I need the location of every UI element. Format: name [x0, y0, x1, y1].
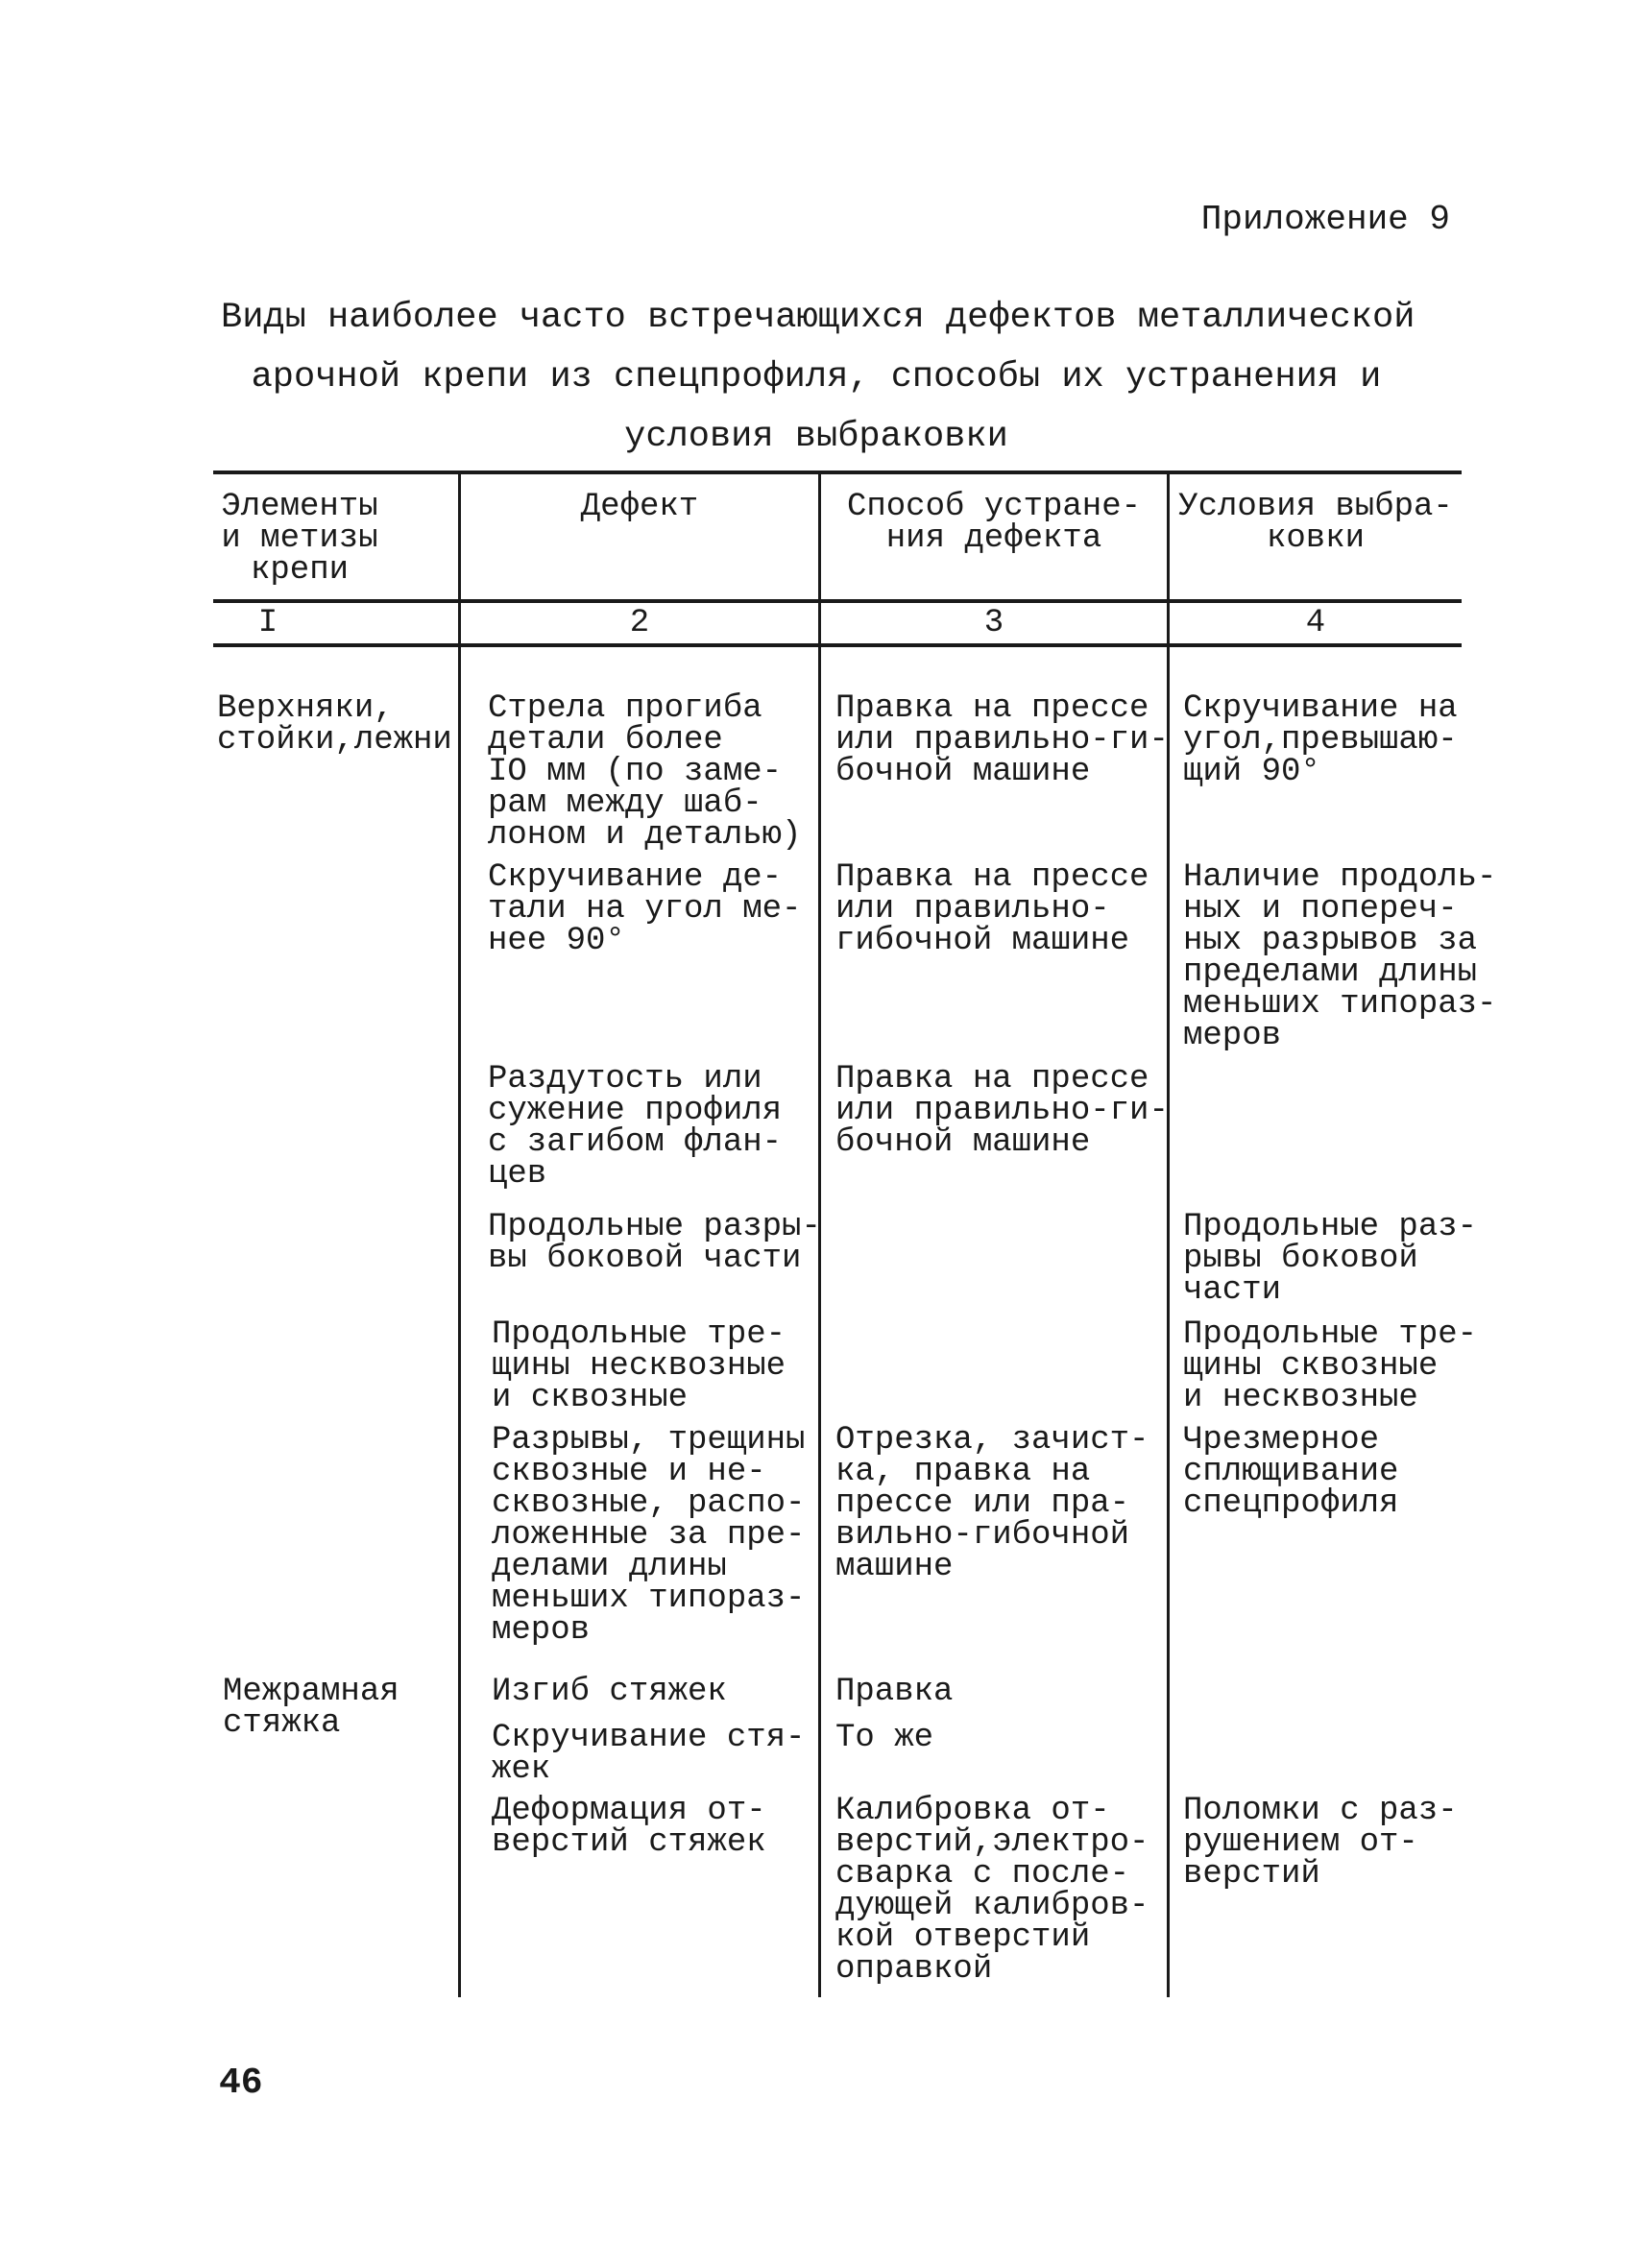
condition-1: Скручивание на угол,превышаю- щий 90°: [1183, 690, 1458, 790]
method-1: Правка на прессе или правильно-ги- бочной машине: [835, 690, 1169, 790]
page-number: 46: [219, 2063, 263, 2104]
element-beams: Верхняки, стойки,лежни: [217, 690, 452, 759]
title-line-2: арочной крепи из спецпрофиля, способы их устранения и: [251, 357, 1382, 398]
column-number-4: 4: [1305, 605, 1326, 641]
method-2: Правка на прессе или правильно- гибочной машине: [835, 859, 1149, 959]
method-6: Отрезка, зачист- ка, правка на прессе или пра- вильно-гибочной машине: [835, 1422, 1149, 1585]
defects-table: [213, 470, 1497, 1997]
method-9: Калибровка от- верстий,электро- сварка с после- дующей калибров- кой отверстий оправкой: [835, 1793, 1149, 1988]
header-conditions: Условия выбра- ковки: [1178, 489, 1453, 557]
condition-5: Продольные тре- щины сквозные и несквозные: [1183, 1316, 1478, 1416]
condition-2: Наличие продоль- ных и попереч- ных разрывов за пределами длины меньших типораз- меров: [1183, 859, 1497, 1054]
document-title: [221, 288, 1415, 467]
header-defect: Дефект: [580, 489, 699, 525]
method-3: Правка на прессе или правильно-ги- бочной машине: [835, 1061, 1169, 1161]
defect-tears-cracks: Разрывы, трещины сквозные и не- сквозные, распо- ложенные за пре- делами длины меньших типораз- меров: [492, 1422, 806, 1649]
header-bottom-rule: [213, 599, 1462, 603]
defect-tie-bend: Изгиб стяжек: [492, 1674, 727, 1710]
column-number-1: I: [257, 605, 278, 641]
defect-deflection: Стрела прогиба детали более IO мм (по заме- рам между шаб- лоном и деталью): [488, 690, 802, 854]
defect-side-tears: Продольные разры- вы боковой части: [488, 1209, 821, 1277]
column-divider-1: [458, 470, 461, 1997]
column-number-3: 3: [983, 605, 1004, 641]
method-7: Правка: [835, 1674, 954, 1710]
header-method: Способ устране- ния дефекта: [846, 489, 1142, 557]
title-line-3: условия выбраковки: [624, 417, 1008, 457]
defect-twisting: Скручивание де- тали на угол ме- нее 90°: [488, 859, 802, 959]
numbers-bottom-rule: [213, 643, 1462, 647]
column-number-2: 2: [629, 605, 650, 641]
defect-bulging: Раздутость или сужение профиля с загибом флан- цев: [488, 1061, 783, 1193]
condition-9: Поломки с раз- рушением от- верстий: [1183, 1793, 1458, 1893]
condition-6: Чрезмерное сплющивание спецпрофиля: [1183, 1422, 1399, 1522]
defect-cracks: Продольные тре- щины несквозные и сквозные: [492, 1316, 786, 1416]
header-elements: Элементы и метизы крепи: [221, 489, 378, 589]
defect-hole-deformation: Деформация от- верстий стяжек: [492, 1793, 766, 1861]
method-8: То же: [835, 1720, 934, 1756]
title-line-1: Виды наиболее часто встречающихся дефектов металлической: [221, 298, 1415, 338]
table-top-rule: [213, 470, 1462, 474]
appendix-label: Приложение 9: [1200, 200, 1450, 239]
condition-4: Продольные раз- рывы боковой части: [1183, 1209, 1478, 1309]
defect-tie-twist: Скручивание стя- жек: [492, 1720, 806, 1788]
element-tie-rod: Межрамная стяжка: [223, 1674, 399, 1742]
